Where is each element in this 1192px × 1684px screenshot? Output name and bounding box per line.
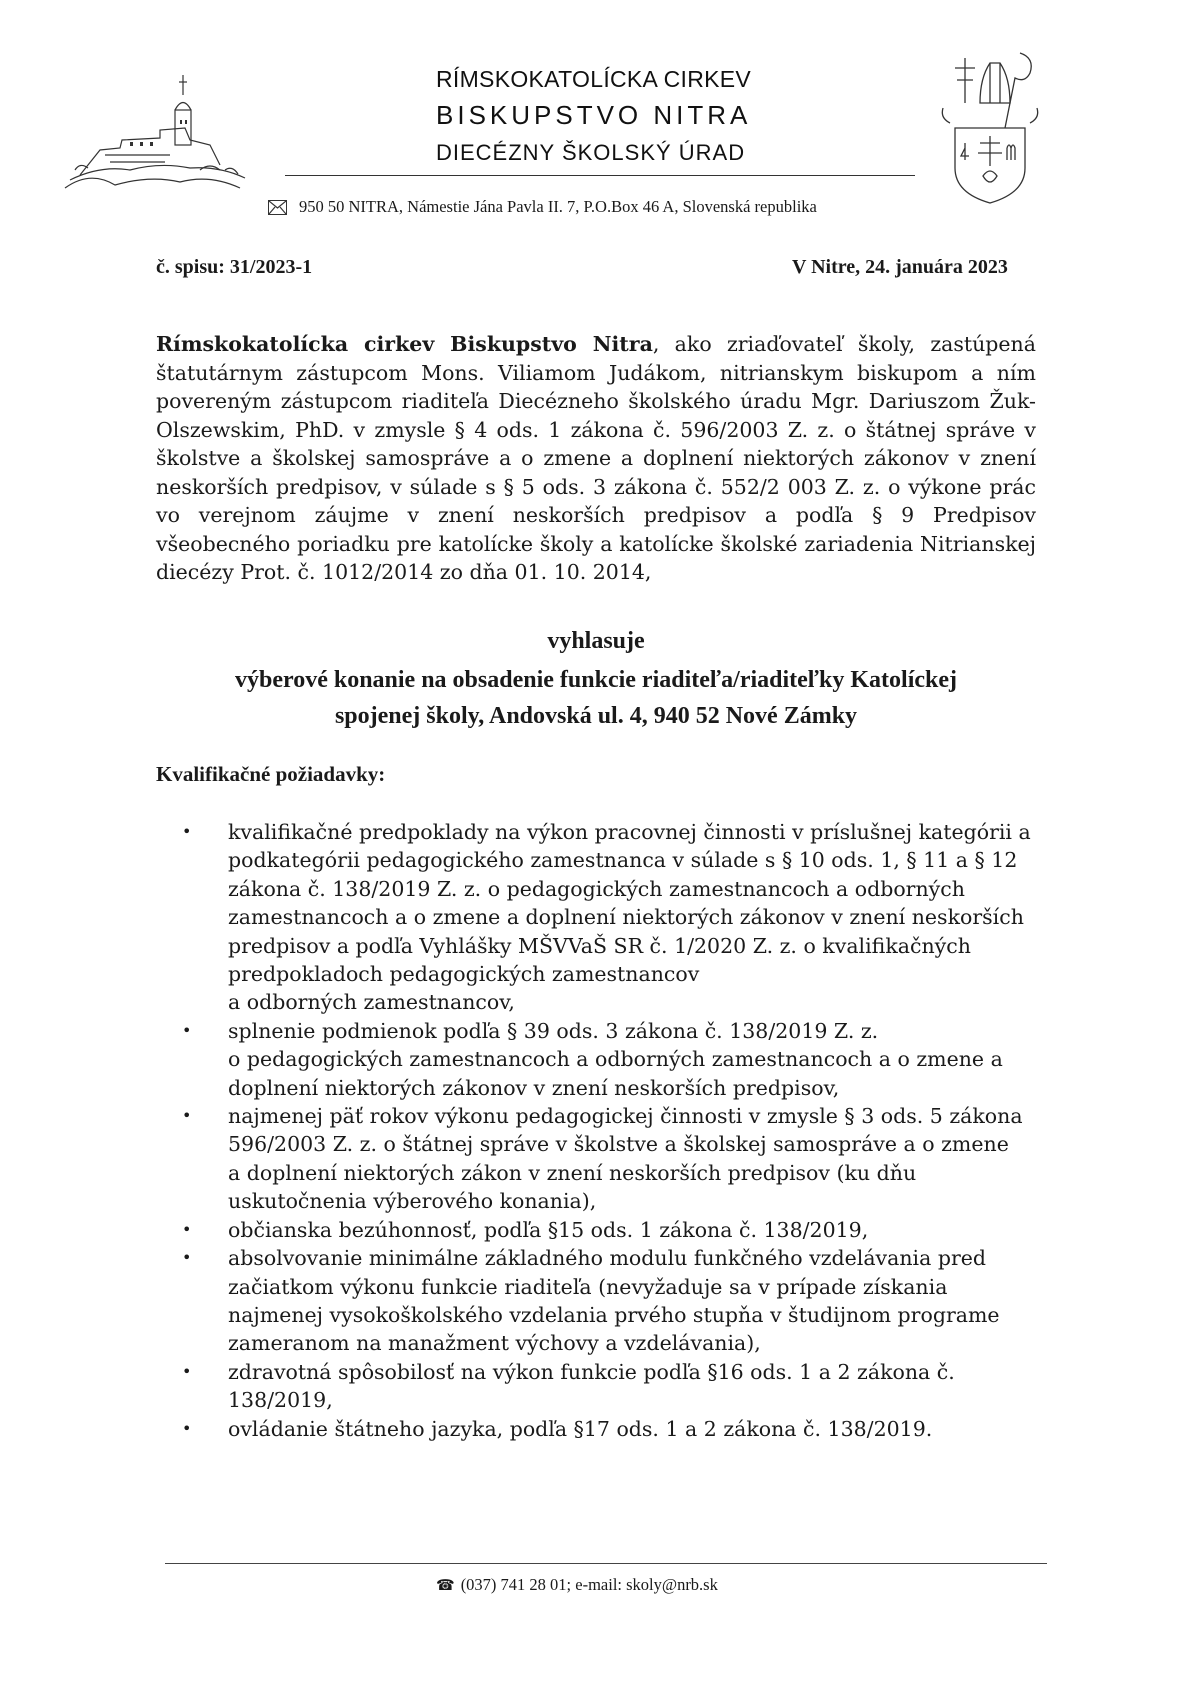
list-line: • kvalifikačné predpoklady na výkon pracovnej činnosti v príslušnej kategórii a [228, 820, 1031, 844]
list-line: • splnenie podmienok podľa § 39 ods. 3 zákona č. 138/2019 Z. z. [228, 1018, 879, 1043]
list-line: • zdravotná spôsobilosť na výkon funkcie podľa §16 ods. 1 a 2 zákona č. [228, 1359, 955, 1384]
requirements-list [182, 818, 1062, 1443]
list-item [182, 1017, 1062, 1102]
list-line: uskutočnenia výberového konania), [228, 1189, 597, 1214]
intro-paragraph [156, 330, 1036, 587]
list-item [182, 1102, 1062, 1216]
list-line: predpisov a podľa Vyhlášky MŠVVaŠ SR č. 1/2020 Z. z. o kvalifikačných [228, 933, 971, 958]
diocese-coat-of-arms [935, 48, 1045, 208]
header-address [268, 197, 817, 217]
list-line: 138/2019, [228, 1388, 333, 1413]
title-line-2: spojenej školy, Andovská ul. 4, 940 52 Nové Zámky [334, 703, 858, 729]
list-line: • najmenej päť rokov výkonu pedagogickej činnosti v zmysle § 3 ods. 5 zákona [228, 1104, 1023, 1129]
list-line: predpokladoch pedagogických zamestnancov [228, 962, 700, 987]
list-line: • ovládanie štátneho jazyka, podľa §17 ods. 1 a 2 zákona č. 138/2019. [228, 1416, 933, 1441]
list-line: zamestnancoch a o zmene a doplnení niektorých zákonov v znení neskorších [228, 905, 1024, 930]
list-item [182, 818, 1062, 1017]
list-item [182, 1216, 1062, 1244]
phone-icon: ☎ [436, 1577, 455, 1594]
list-line: o pedagogických zamestnancoch a odborných zamestnancoch a o zmene a [228, 1047, 1003, 1072]
header-office: DIECÉZNY ŠKOLSKÝ ÚRAD [436, 140, 746, 165]
list-line: 596/2003 Z. z. o štátnej správe v školstve a školskej samospráve a o zmene [228, 1132, 1009, 1157]
intro-bold-lead: Rímskokatolícka cirkev Biskupstvo Nitra [156, 332, 653, 356]
footer-text: (037) 741 28 01; e-mail: skoly@nrb.sk [460, 1575, 718, 1594]
reference-number: č. spisu: 31/2023-1 [156, 256, 313, 278]
list-line: a doplnení niektorých zákon v znení neskorších predpisov (ku dňu [228, 1160, 917, 1185]
list-line: • absolvovanie minimálne základného modulu funkčného vzdelávania pred [228, 1246, 987, 1271]
header-divider [285, 175, 915, 176]
intro-text: , ako zriaďovateľ školy, zastúpená štatutárnym zástupcom Mons. Viliamom Judákom, nitrianskym biskupom a ním povereným zástupcom riaditeľa Diecézneho školského úradu Mgr. Dariuszom Žuk-Olszewskim, PhD. v zmysle § 4 ods. 1 zákona č. 596/2003 Z. z. o štátnej správe v školstve a školskej samospráve a o zmene a doplnení niektorých zákonov v znení neskorších predpisov, v súlade s § 5 ods. 3 zákona č. 552/2 003 Z. z. o výkone prác vo verejnom záujme v znení neskorších predpisov a podľa § 9 Predpisov všeobecného poriadku pre katolícke školy a katolícke školské zariadenia Nitrianskej diecézy Prot. č. 1012/2014 zo dňa 01. 10. 2014, [156, 332, 1036, 584]
footer-divider [165, 1563, 1047, 1564]
announcement-title [156, 662, 1036, 734]
nitra-castle-logo [60, 70, 250, 200]
list-line: podkategórii pedagogického zamestnanca v súlade s § 10 ods. 1, § 11 a § 12 [228, 848, 1018, 873]
list-line: najmenej vysokoškolského vzdelania prvého stupňa v študijnom programe [228, 1302, 1000, 1327]
list-line: doplnení niektorých zákonov v znení neskorších predpisov, [228, 1075, 840, 1100]
envelope-icon [268, 200, 287, 215]
list-line: a odborných zamestnancov, [228, 990, 515, 1015]
list-item [182, 1244, 1062, 1358]
header-church: RÍMSKOKATOLÍCKA CIRKEV [436, 66, 752, 92]
section-title: Kvalifikačné požiadavky: [156, 762, 386, 786]
list-line: zameranom na manažment výchovy a vzdelávania), [228, 1331, 761, 1356]
list-line: • občianska bezúhonnosť, podľa §15 ods. 1 zákona č. 138/2019, [228, 1217, 869, 1242]
list-item [182, 1358, 1062, 1415]
list-item [182, 1415, 1062, 1443]
announcement-verb: vyhlasuje [547, 628, 645, 654]
document-date: V Nitre, 24. januára 2023 [792, 256, 1008, 278]
address-text: 950 50 NITRA, Námestie Jána Pavla II. 7, P.O.Box 46 A, Slovenská republika [299, 197, 817, 216]
header-diocese: BISKUPSTVO NITRA [436, 100, 752, 130]
footer-contact [436, 1575, 718, 1595]
title-line-1: výberové konanie na obsadenie funkcie riaditeľa/riaditeľky Katolíckej [234, 667, 958, 693]
list-line: zákona č. 138/2019 Z. z. o pedagogických zamestnancoch a odborných [228, 876, 965, 901]
list-line: začiatkom výkonu funkcie riaditeľa (nevyžaduje sa v prípade získania [228, 1274, 948, 1299]
